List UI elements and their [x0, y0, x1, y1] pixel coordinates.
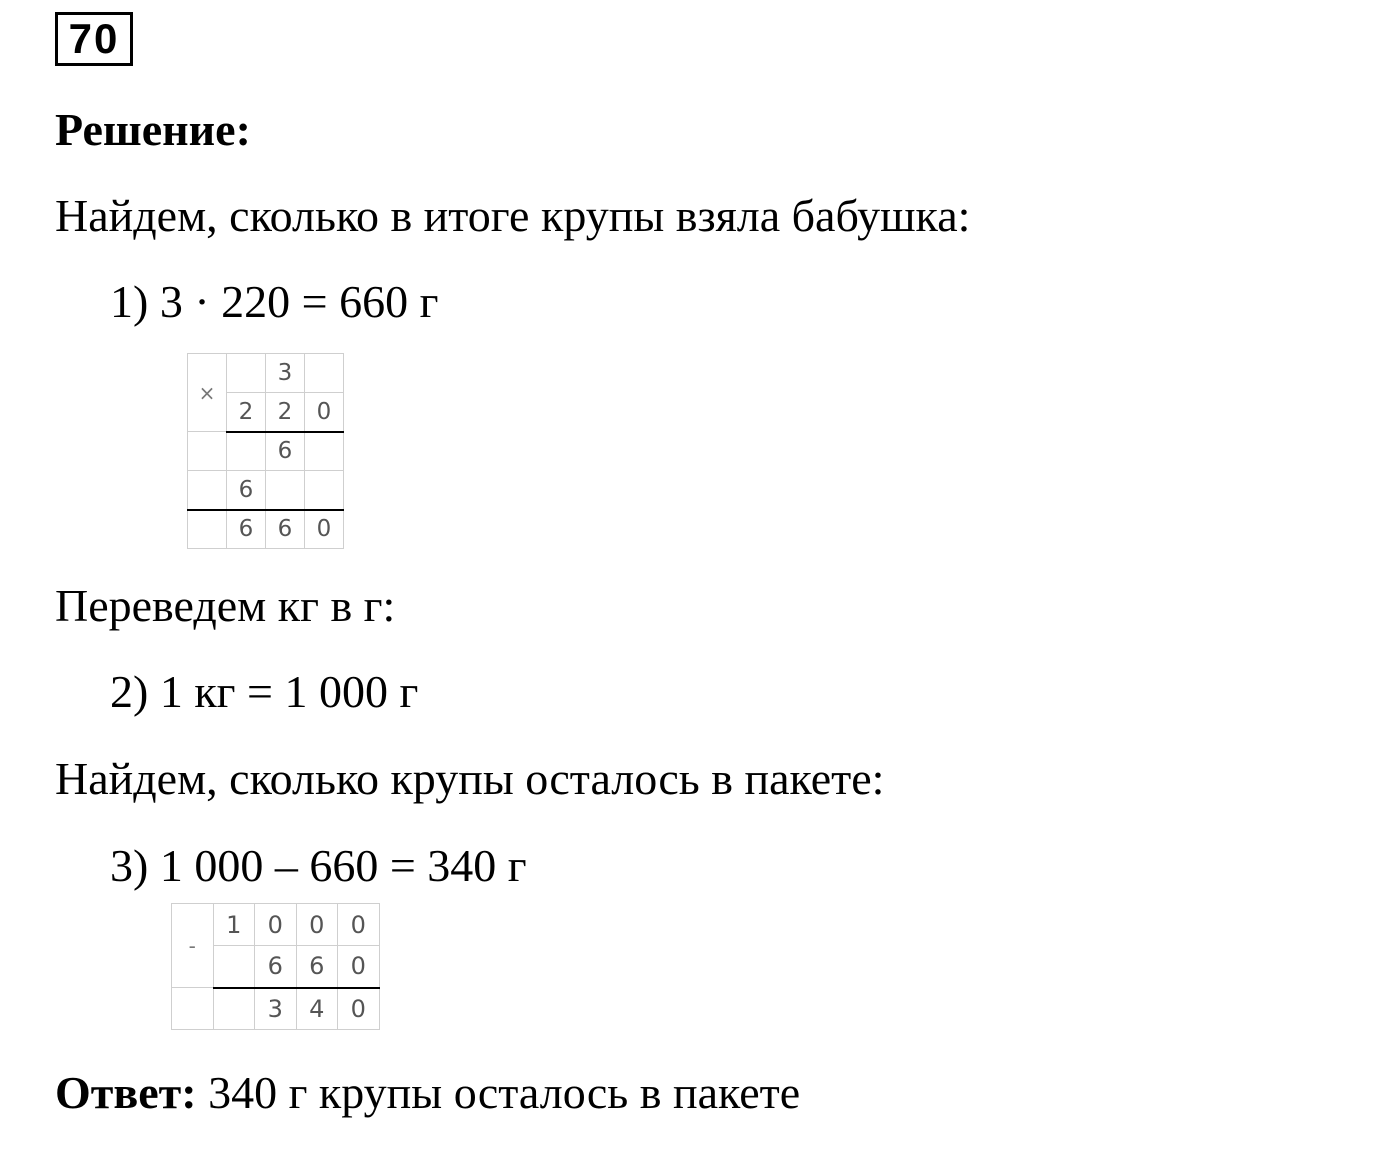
subtraction-column-grid	[171, 903, 380, 1030]
grid-cell	[305, 471, 344, 510]
grid-cell: 2	[227, 393, 266, 432]
task-number: 70	[55, 12, 133, 66]
grid-cell: 6	[227, 471, 266, 510]
grid-cell: 1	[213, 904, 255, 946]
grid-cell	[188, 432, 227, 471]
multiply-sign: ×	[188, 354, 227, 432]
multiplication-column-grid	[187, 353, 344, 549]
answer-line	[55, 1063, 800, 1123]
grid-cell	[227, 432, 266, 471]
step-3-equation: 3) 1 000 – 660 = 340 г	[110, 840, 527, 891]
grid-cell	[266, 471, 305, 510]
grid-cell	[227, 354, 266, 393]
grid-cell: 0	[338, 946, 380, 988]
solution-heading: Решение:	[55, 104, 251, 155]
grid-cell	[213, 988, 255, 1030]
paragraph-convert-units: Переведем кг в г:	[55, 580, 396, 631]
grid-cell: 2	[266, 393, 305, 432]
answer-text: 340 г крупы осталось в пакете	[196, 1067, 801, 1118]
grid-cell: 0	[338, 988, 380, 1030]
minus-sign: -	[172, 904, 214, 988]
step-2-equation: 2) 1 кг = 1 000 г	[110, 666, 419, 717]
grid-cell	[305, 432, 344, 471]
grid-cell: 0	[305, 393, 344, 432]
grid-cell: 6	[266, 510, 305, 549]
grid-cell: 0	[255, 904, 297, 946]
grid-cell: 3	[255, 988, 297, 1030]
grid-cell	[305, 354, 344, 393]
grid-cell	[188, 510, 227, 549]
grid-cell: 6	[266, 432, 305, 471]
paragraph-find-remaining: Найдем, сколько крупы осталось в пакете:	[55, 753, 885, 804]
grid-cell: 0	[338, 904, 380, 946]
grid-cell	[188, 471, 227, 510]
grid-cell: 6	[227, 510, 266, 549]
paragraph-find-taken: Найдем, сколько в итоге крупы взяла бабушка:	[55, 190, 971, 241]
grid-cell: 3	[266, 354, 305, 393]
step-1-equation: 1) 3 · 220 = 660 г	[110, 276, 439, 327]
answer-label: Ответ:	[55, 1067, 197, 1118]
grid-cell: 0	[305, 510, 344, 549]
grid-cell	[213, 946, 255, 988]
grid-cell: 6	[255, 946, 297, 988]
grid-cell	[172, 988, 214, 1030]
grid-cell: 6	[296, 946, 338, 988]
grid-cell: 0	[296, 904, 338, 946]
grid-cell: 4	[296, 988, 338, 1030]
